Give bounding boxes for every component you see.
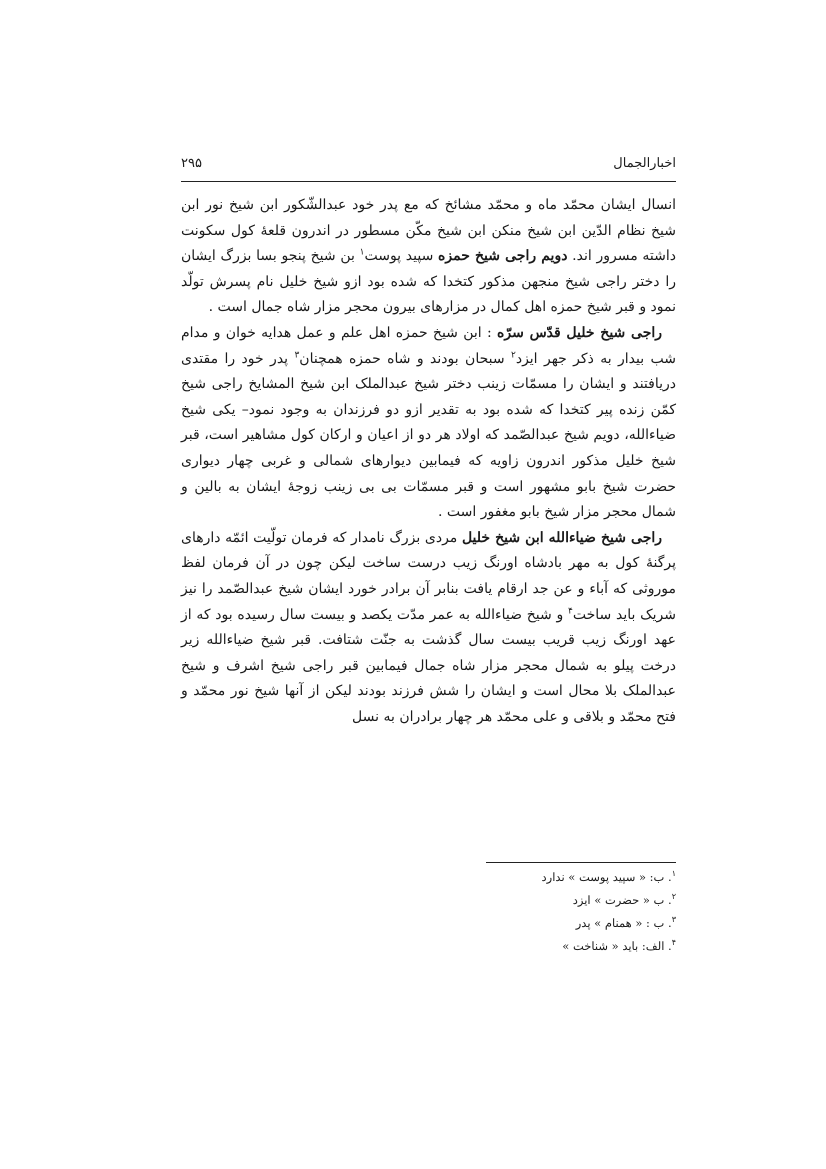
footnote-ref-1: ۱ (359, 247, 365, 258)
footnote-4: $^۴$. الف: باید « شناخت » (562, 938, 676, 953)
main-text (181, 193, 676, 730)
paragraph-2: راجی شیخ خلیل قدّس سرّه : ابن شیخ حمزه اهل علم و عمل هدایه خوان و مدام شب بیدار به ذکر جهر ایزد$^۲$ سبحان بودند و شاه حمزه همچنان$^۳$ پدر خود را مقتدی دریافتند و ایشان را مسمّات زینب دختر شیخ عبدالملک ابن شیخ المشایخ راجی شیخ کمّن زنده پیر کتخدا که شده بود به تقدیر ازو دو فرزندان به وجود نمود– یکی شیخ ضیاءالله، دویم شیخ عبدالصّمد که اولاد هر دو از اعیان و ارکان کول مشاهیر است، قبر شیخ خلیل مذکور اندرون زاویه که فیمابین دیوارهای شمالی و غربی چهار دیواری حضرت شیخ بابو مشهور است و قبر مسمّات بی بی زینب زوجۀ ایشان به بالین و شمال محجر مزار شیخ بابو مغفور است . (181, 324, 676, 521)
page-number: ۲۹۵ (181, 155, 202, 171)
footnote-ref-2: ۲ (510, 349, 516, 360)
footnotes (426, 866, 676, 958)
heading-raji-shaikh-ziaullah: راجی شیخ ضیاءالله ابن شیخ خلیل (461, 529, 662, 546)
paragraph-1: انسال ایشان محمّد ماه و محمّد مشائخ که مع پدر خود عبدالشّکور ابن شیخ نور ابن شیخ نظام الدّین ابن شیخ منکن ابن شیخ مکّن مسطور در اندرون قلعۀ کول سکونت داشته مسرور اند. دویم راجی شیخ حمزه سپید پوست$^۱$ بن شیخ پنجو بسا بزرگ ایشان را دختر راجی شیخ منجهن مذکور کتخدا که شده بود ازو شیخ خلیل نام پسرش تولّد نمود و قبر شیخ حمزه اهل کمال در مزارهای بیرون محجر مزار شاه جمال است . (181, 197, 677, 316)
footnote-ref-4: ۴ (567, 605, 573, 616)
heading-raji-shaikh-hamza: دویم راجی شیخ حمزه (438, 248, 568, 265)
footnote-rule (486, 862, 676, 863)
header-rule (181, 181, 676, 182)
footnote-1: $^۱$. ب: « سپید پوست » ندارد (541, 869, 676, 884)
footnote-ref-3: ۳ (294, 349, 300, 360)
heading-raji-shaikh-khalil: راجی شیخ خلیل قدّس سرّه (497, 324, 663, 341)
footnote-2: $^۲$. ب « حضرت » ایزد (572, 892, 676, 907)
book-title: اخبارالجمال (613, 155, 676, 171)
paragraph-3: راجی شیخ ضیاءالله ابن شیخ خلیل مردی بزرگ نامدار که فرمان تولّیت ائمّه دارهای پرگنۀ کول به مهر بادشاه اورنگ زیب درست ساخت لیکن چون در آن فرمان لفظ موروثی که آباء و عن جد ارقام یافت بنابر آن برادر خورد ایشان شیخ عبدالصّمد را نیز شریک باید ساخت$^۴$ و شیخ ضیاءالله به عمر مدّت یکصد و بیست سال رسیده بود که از عهد اورنگ زیب قریب بیست سال گذشت به جنّت شتافت. قبر شیخ ضیاءالله زیر درخت پیلو به شمال محجر مزار شاه جمال فیمابین قبر راجی شیخ اشرف و شیخ عبدالملک بلا محال است و ایشان را شش فرزند بودند لیکن از آنها شیخ نور محمّد و فتح محمّد و بلاقی و علی محمّد هر چهار برادران به نسل (181, 529, 676, 725)
footnote-3: $^۳$. ب : « همنام » پدر (575, 915, 676, 930)
running-header (181, 150, 676, 176)
